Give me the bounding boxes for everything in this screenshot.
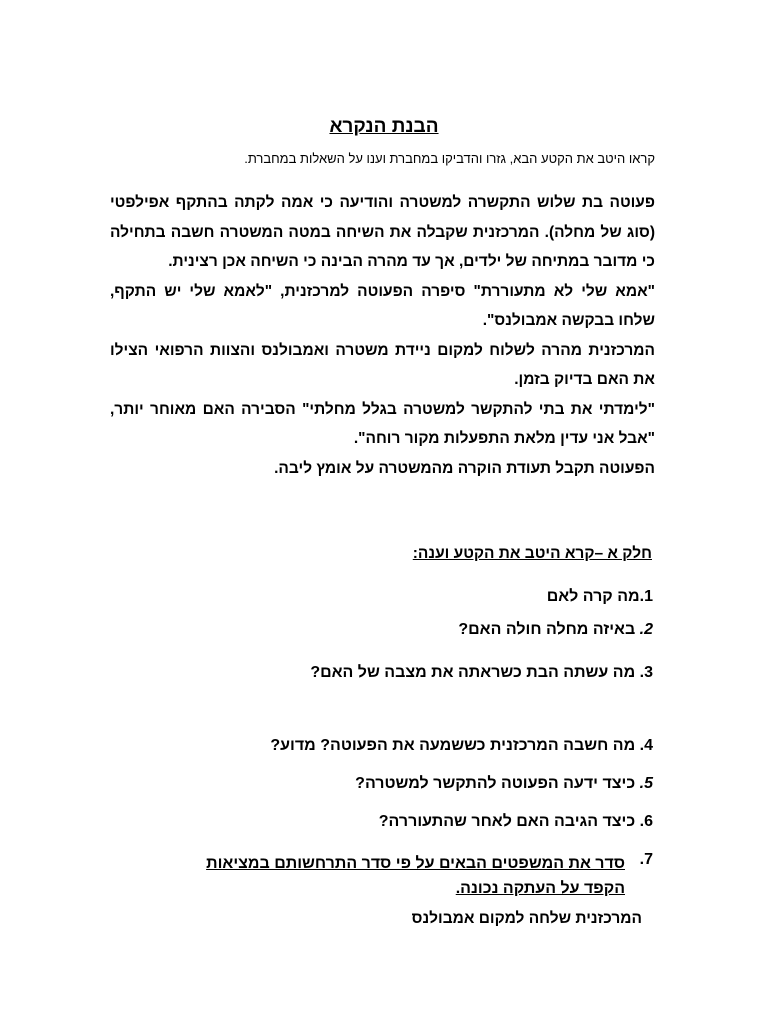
passage-paragraph: הפעוטה תקבל תעודת הוקרה מהמשטרה על אומץ ליבה. xyxy=(274,459,655,477)
question-text: באיזה מחלה חולה האם? xyxy=(458,621,640,638)
question-5 xyxy=(355,775,653,793)
question-number: 4. xyxy=(639,737,653,754)
question-text: מה חשבה המרכזנית כששמעה את הפעוטה? מדוע? xyxy=(270,737,640,754)
question-text: מה קרה לאם xyxy=(546,588,640,605)
question-number: 5. xyxy=(639,775,653,792)
question-6 xyxy=(379,813,653,831)
question-number: 1. xyxy=(639,588,653,605)
ordering-sentence: המרכזנית שלחה למקום אמבולנס xyxy=(411,910,642,927)
reading-passage xyxy=(110,188,655,483)
passage-paragraph: "לימדתי את בתי להתקשר למשטרה בגלל מחלתי" הסבירה האם מאוחר יותר, "אבל אני עדין מלאת התפעלות מקור רוחה". xyxy=(110,400,655,447)
passage-paragraph: המרכזנית מהרה לשלוח למקום ניידת משטרה ואמבולנס והצוות הרפואי הצילו את האם בדיוק בזמן. xyxy=(110,341,655,388)
passage-paragraph: פעוטה בת שלוש התקשרה למשטרה והודיעה כי אמה לקתה בהתקף אפילפטי (סוג של מחלה). המרכזנית שקבלה את השיחה במטה המשטרה חשבה בתחילה כי מדובר במתיחה של ילדים, אך עד מהרה הבינה כי השיחה אכן רצינית. xyxy=(110,194,655,270)
passage-paragraph: "אמא שלי לא מתעוררת" סיפרה הפעוטה למרכזנית, "לאמא שלי יש התקף, שלחו בבקשה אמבולנס". xyxy=(110,282,655,329)
question-number: 7. xyxy=(639,851,653,868)
question-text: סדר את המשפטים הבאים על פי סדר התרחשותם במציאות הקפד על העתקה נכונה. xyxy=(206,855,625,897)
question-4 xyxy=(270,737,653,755)
question-number: 6. xyxy=(639,813,653,830)
page-title: הבנת הנקרא xyxy=(329,116,439,137)
question-text: כיצד ידעה הפעוטה להתקשר למשטרה? xyxy=(355,775,640,792)
question-2 xyxy=(458,621,653,639)
section-heading: חלק א –קרא היטב את הקטע וענה: xyxy=(412,545,652,562)
question-3 xyxy=(310,664,653,682)
question-text: כיצד הגיבה האם לאחר שהתעוררה? xyxy=(378,813,640,830)
question-number: 3. xyxy=(639,664,653,681)
question-1 xyxy=(547,588,653,606)
question-number: 2. xyxy=(639,621,653,638)
question-7 xyxy=(108,851,653,901)
question-text: מה עשתה הבת כשראתה את מצבה של האם? xyxy=(310,664,640,681)
instructions: קראו היטב את הקטע הבא, גזרו והדביקו במחברת וענו על השאלות במחברת. xyxy=(244,151,655,166)
